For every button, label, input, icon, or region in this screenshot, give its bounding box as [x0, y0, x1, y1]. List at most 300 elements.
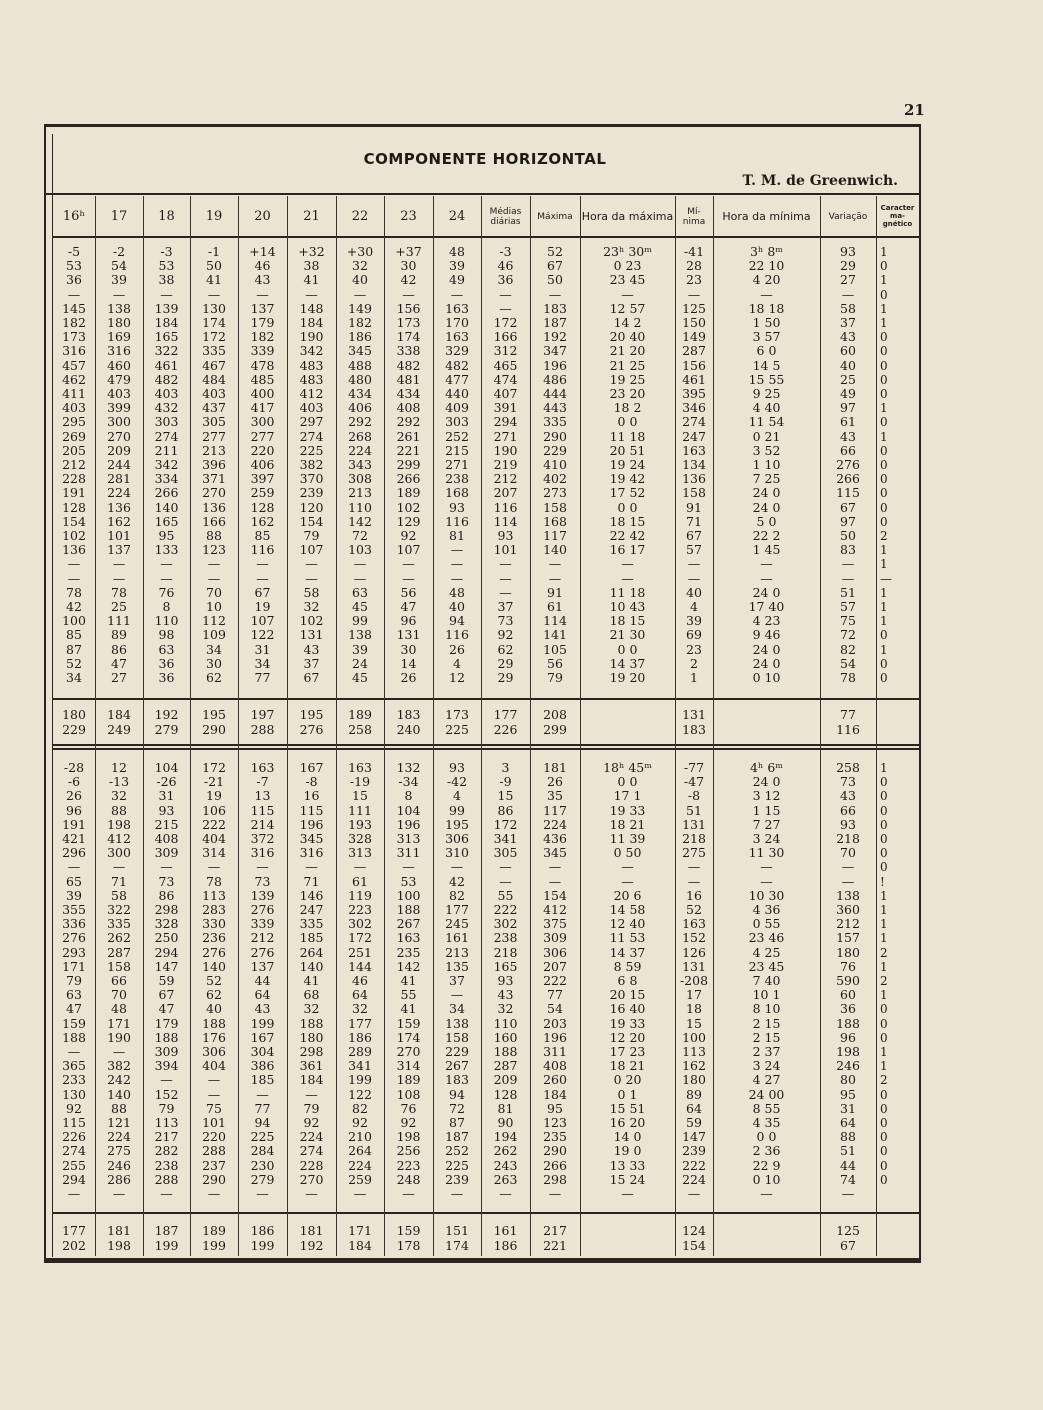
table-row	[0, 1031, 1043, 1045]
table-cell: 103	[348, 542, 372, 558]
table-cell: —	[621, 859, 634, 875]
table-cell: 140	[154, 499, 179, 515]
table-cell: 407	[493, 386, 518, 401]
table-cell: 166	[493, 329, 518, 345]
table-cell: 199	[202, 1237, 226, 1253]
table-cell: 11 39	[609, 831, 646, 846]
table-cell: -3	[499, 244, 512, 259]
table-cell: 31	[158, 788, 175, 804]
table-cell: 1 45	[752, 542, 781, 558]
table-cell: 117	[543, 528, 567, 543]
table-cell: 48	[111, 1001, 127, 1017]
table-cell: +32	[298, 244, 325, 259]
table-cell: 479	[107, 371, 131, 387]
table-cell: 93	[497, 973, 514, 988]
table-cell: 62	[206, 670, 222, 685]
table-cell: 172	[202, 329, 226, 345]
summary-row	[0, 1239, 1043, 1253]
table-cell: 404	[202, 831, 226, 846]
table-cell: 40	[840, 357, 856, 373]
table-cell: —	[305, 286, 318, 302]
table-cell: 370	[299, 471, 324, 487]
table-cell: —	[499, 873, 512, 889]
table-cell: 6 0	[756, 343, 777, 359]
table-cell: 371	[202, 471, 226, 487]
table-cell: 186	[348, 329, 372, 345]
table-cell: 115	[62, 1115, 86, 1130]
table-cell: 4	[453, 788, 461, 804]
table-cell: 50	[206, 258, 222, 274]
table-cell: 156	[682, 357, 706, 373]
table-cell: 184	[348, 1237, 372, 1253]
table-cell: 32	[352, 1001, 368, 1017]
table-cell: 62	[497, 641, 514, 657]
table-cell: 0 50	[613, 845, 642, 861]
table-cell: 97	[840, 513, 856, 529]
table-cell: —	[256, 570, 269, 586]
table-cell: —	[687, 556, 701, 572]
table-cell: 184	[107, 707, 131, 722]
table-cell: 54	[547, 1001, 563, 1017]
table-cell: 23 45	[748, 958, 785, 974]
table-cell: 3 52	[752, 442, 781, 458]
table-cell: 15 51	[609, 1100, 646, 1116]
table-cell: 167	[299, 760, 324, 775]
table-cell: -21	[203, 774, 225, 790]
table-cell: 30	[206, 655, 222, 671]
table-cell: 411	[62, 386, 86, 401]
table-cell: 22 10	[748, 258, 785, 274]
character-cell: 1	[880, 600, 888, 614]
table-cell: 69	[686, 627, 702, 643]
table-row	[0, 1159, 1043, 1173]
column-header: 18	[158, 208, 175, 224]
table-cell: —	[687, 1186, 701, 1201]
table-row	[0, 359, 1043, 373]
table-cell: 220	[250, 442, 275, 458]
table-cell: 61	[840, 414, 856, 430]
table-cell: 400	[250, 386, 275, 401]
table-cell: 158	[682, 485, 706, 501]
table-cell: 150	[682, 315, 706, 330]
table-row	[0, 430, 1043, 444]
table-cell: 38	[158, 272, 175, 288]
table-cell: 181	[107, 1223, 131, 1238]
character-cell: 0	[880, 387, 888, 401]
table-cell: 314	[202, 845, 226, 861]
table-cell: 20 51	[609, 442, 646, 458]
table-title: COMPONENTE HORIZONTAL	[363, 150, 607, 168]
table-cell: —	[499, 859, 512, 875]
table-cell: 13 33	[609, 1157, 646, 1173]
table-cell: 406	[348, 400, 372, 416]
table-cell: 177	[62, 1223, 86, 1238]
table-cell: —	[207, 286, 221, 302]
table-cell: 134	[682, 457, 706, 472]
table-cell: 51	[686, 802, 702, 818]
table-cell: 43	[254, 1001, 271, 1017]
table-cell: 295	[62, 414, 86, 430]
table-cell: —	[548, 286, 562, 302]
table-cell: 36	[497, 272, 514, 288]
table-cell: 93	[449, 499, 465, 515]
table-cell: 382	[107, 1058, 131, 1074]
table-cell: 176	[202, 1029, 226, 1045]
table-cell: 276	[299, 721, 324, 737]
character-cell: 1	[880, 429, 888, 444]
character-cell: 0	[880, 803, 888, 818]
table-cell: 205	[62, 442, 86, 458]
table-cell: —	[402, 570, 415, 586]
table-rule	[53, 698, 919, 700]
table-cell: 36	[66, 272, 82, 288]
table-cell: 199	[250, 1015, 275, 1031]
table-cell: —	[207, 1086, 221, 1102]
table-cell: 64	[254, 987, 271, 1003]
table-cell: 180	[836, 944, 860, 960]
table-row	[0, 657, 1043, 671]
table-cell: 255	[62, 1157, 86, 1173]
table-cell: 129	[396, 513, 421, 529]
table-cell: 15 55	[748, 371, 785, 387]
table-cell: —	[760, 556, 773, 572]
table-cell: 199	[348, 1072, 372, 1088]
table-row	[0, 988, 1043, 1002]
table-cell: 106	[202, 802, 226, 818]
table-cell: 26	[66, 788, 82, 804]
table-cell: 55	[400, 987, 417, 1003]
table-cell: 406	[250, 457, 275, 472]
table-cell: 52	[66, 655, 82, 671]
table-cell: 76	[840, 958, 856, 974]
table-cell: 208	[543, 707, 567, 722]
table-cell: 97	[840, 400, 856, 416]
table-cell: —	[621, 1186, 634, 1201]
table-cell: 483	[299, 357, 324, 373]
table-cell: 149	[348, 300, 372, 316]
column-header: 23	[400, 208, 417, 224]
table-cell: 1	[690, 670, 698, 685]
table-cell: 17 52	[609, 485, 646, 501]
table-cell: 1 15	[752, 802, 781, 818]
character-cell: 0	[880, 1144, 888, 1159]
table-cell: 116	[836, 721, 860, 737]
table-row	[0, 860, 1043, 874]
table-cell: —	[112, 570, 126, 586]
table-cell: 173	[62, 329, 86, 345]
table-cell: —	[256, 1086, 269, 1102]
table-cell: 7 25	[752, 471, 781, 487]
table-cell: 335	[299, 916, 324, 932]
table-cell: 276	[250, 944, 275, 960]
table-cell: —	[760, 286, 773, 302]
table-cell: 184	[543, 1086, 567, 1102]
table-cell: 230	[250, 1157, 275, 1173]
table-row	[0, 543, 1043, 557]
table-cell: 46	[352, 973, 368, 988]
table-cell: 85	[66, 627, 82, 643]
table-cell: 12 57	[609, 300, 646, 316]
table-cell: 191	[62, 816, 86, 832]
table-cell: -6	[67, 774, 81, 790]
table-cell: 67	[254, 584, 271, 600]
table-cell: —	[499, 556, 512, 572]
table-cell: 24 0	[752, 499, 781, 515]
table-cell: 434	[396, 386, 421, 401]
table-cell: 78	[66, 584, 82, 600]
table-cell: 215	[445, 442, 469, 458]
table-cell: 270	[107, 428, 131, 444]
character-cell: 1	[880, 1045, 888, 1059]
table-cell: 73	[497, 613, 514, 629]
table-cell: 188	[202, 1015, 226, 1031]
table-cell: 484	[202, 371, 226, 387]
table-cell: -34	[398, 774, 419, 790]
table-cell: 271	[445, 457, 469, 472]
table-cell: 67	[840, 499, 856, 515]
table-cell: 126	[682, 944, 706, 960]
table-cell: 23 46	[748, 930, 785, 946]
table-cell: 217	[543, 1223, 567, 1238]
table-cell: 488	[348, 357, 372, 373]
table-cell: 0 10	[752, 670, 781, 685]
table-cell: 186	[493, 1237, 518, 1253]
table-cell: 18 21	[609, 1058, 646, 1074]
table-cell: 341	[493, 831, 518, 846]
table-cell: 18 18	[748, 300, 785, 316]
table-cell: 460	[107, 357, 131, 373]
table-cell: 311	[543, 1044, 567, 1059]
table-cell: 20 15	[609, 987, 646, 1003]
table-cell: 53	[158, 258, 175, 274]
table-cell: 26	[400, 670, 417, 685]
table-cell: 93	[840, 816, 856, 832]
table-cell: 11 54	[748, 414, 785, 430]
table-cell: 137	[250, 300, 275, 316]
character-cell: 0	[880, 287, 888, 302]
table-cell: 142	[396, 958, 421, 974]
table-cell: 29	[497, 655, 514, 671]
table-cell: 183	[396, 707, 421, 722]
table-cell: 19 24	[609, 457, 646, 472]
table-cell: 116	[250, 542, 275, 558]
table-row	[0, 1144, 1043, 1158]
table-cell: 270	[299, 1171, 324, 1187]
table-cell: 457	[62, 357, 86, 373]
table-cell: 32	[352, 258, 368, 274]
table-cell: 474	[493, 371, 518, 387]
table-cell: 123	[543, 1115, 567, 1130]
table-cell: 41	[400, 973, 417, 988]
table-cell: 264	[348, 1143, 372, 1159]
table-cell: 77	[254, 1100, 271, 1116]
column-header: Máxima	[537, 211, 573, 222]
table-cell: 18ʰ 45ᵐ	[603, 760, 652, 775]
table-cell: 403	[202, 386, 226, 401]
table-cell: 223	[396, 1157, 421, 1173]
table-cell: 213	[202, 442, 226, 458]
table-cell: 24 0	[752, 655, 781, 671]
table-cell: 47	[111, 655, 127, 671]
table-cell: 312	[493, 343, 518, 359]
table-cell: -77	[683, 760, 705, 775]
table-cell: 177	[445, 902, 469, 917]
table-cell: 88	[111, 802, 127, 818]
table-cell: 34	[449, 1001, 465, 1017]
table-cell: -26	[156, 774, 177, 790]
table-cell: 132	[396, 760, 421, 775]
table-cell: —	[67, 1186, 81, 1201]
table-cell: 94	[254, 1115, 271, 1130]
table-cell: 287	[493, 1058, 518, 1074]
table-cell: 408	[154, 831, 179, 846]
table-cell: 161	[445, 930, 469, 946]
table-cell: 62	[206, 987, 222, 1003]
table-cell: 316	[62, 343, 86, 359]
table-cell: 444	[543, 386, 567, 401]
table-row	[0, 472, 1043, 486]
table-cell: —	[305, 556, 318, 572]
table-cell: 105	[543, 641, 567, 657]
table-cell: 0 0	[617, 641, 638, 657]
table-cell: 51	[840, 584, 856, 600]
table-cell: 263	[493, 1171, 518, 1187]
table-cell: 125	[682, 300, 706, 316]
table-cell: 123	[202, 542, 226, 558]
table-cell: 59	[158, 973, 175, 988]
table-cell: 49	[449, 272, 465, 288]
table-cell: 290	[202, 1171, 226, 1187]
table-cell: 48	[449, 584, 465, 600]
character-cell: 0	[880, 1002, 888, 1017]
table-cell: 88	[111, 1100, 127, 1116]
table-row	[0, 316, 1043, 330]
table-row	[0, 444, 1043, 458]
table-cell: 305	[202, 414, 226, 430]
table-cell: 260	[543, 1072, 567, 1088]
table-cell: 154	[682, 1237, 706, 1253]
table-cell: 335	[543, 414, 567, 430]
table-cell: 198	[107, 1237, 131, 1253]
table-cell: 328	[348, 831, 372, 846]
table-cell: 346	[682, 400, 706, 416]
character-cell: 0	[880, 1087, 888, 1102]
table-cell: 345	[299, 831, 324, 846]
table-cell: 434	[348, 386, 372, 401]
table-cell: 115	[250, 802, 275, 818]
table-cell: 189	[348, 707, 372, 722]
table-row	[0, 302, 1043, 316]
character-cell: 0	[880, 358, 888, 373]
table-cell: 60	[840, 343, 856, 359]
character-cell: 2	[880, 974, 888, 988]
table-cell: —	[499, 570, 512, 586]
table-cell: 8 59	[613, 958, 642, 974]
table-cell: 485	[250, 371, 275, 387]
table-cell: 222	[682, 1157, 706, 1173]
table-cell: 339	[250, 916, 275, 932]
character-cell: 0	[880, 1016, 888, 1031]
table-cell: 279	[154, 721, 179, 737]
table-cell: 229	[543, 442, 567, 458]
table-cell: 215	[154, 816, 179, 832]
table-cell: —	[256, 286, 269, 302]
table-cell: 40	[686, 584, 702, 600]
table-cell: 78	[840, 670, 856, 685]
table-cell: 4 20	[752, 272, 781, 288]
table-cell: 1 10	[752, 457, 781, 472]
table-cell: 16 20	[609, 1115, 646, 1130]
column-header: Caracter ma- gnético	[880, 204, 915, 228]
table-cell: —	[207, 556, 221, 572]
table-cell: 177	[348, 1015, 372, 1031]
table-cell: 299	[396, 457, 421, 472]
table-cell: 171	[348, 1223, 372, 1238]
table-cell: 131	[682, 816, 706, 832]
table-cell: 158	[445, 1029, 469, 1045]
table-cell: 432	[154, 400, 179, 416]
table-cell: 186	[250, 1223, 275, 1238]
table-cell: 140	[299, 958, 324, 974]
table-cell: 218	[682, 831, 706, 846]
table-cell: 271	[493, 428, 518, 444]
table-cell: 25	[840, 371, 856, 387]
table-cell: 140	[107, 1086, 131, 1102]
table-row	[0, 600, 1043, 614]
table-cell: 229	[62, 721, 86, 737]
table-cell: 113	[682, 1044, 706, 1059]
table-cell: —	[841, 570, 855, 586]
table-cell: 302	[348, 916, 372, 932]
table-cell: 242	[107, 1072, 131, 1088]
table-cell: 267	[445, 1058, 469, 1074]
table-cell: 71	[686, 513, 702, 529]
table-cell: 361	[299, 1058, 324, 1074]
table-cell: 17 1	[613, 788, 642, 804]
character-cell: 1	[880, 959, 888, 974]
table-cell: 163	[682, 916, 706, 932]
table-cell: 92	[400, 528, 417, 543]
table-cell: 258	[836, 760, 860, 775]
column-header: Médias diárias	[489, 206, 522, 227]
table-cell: 360	[836, 902, 860, 917]
table-cell: 76	[158, 584, 175, 600]
table-cell: 130	[62, 1086, 86, 1102]
table-cell: —	[305, 1086, 318, 1102]
table-cell: 408	[543, 1058, 567, 1074]
table-cell: 189	[202, 1223, 226, 1238]
table-cell: 30	[400, 641, 417, 657]
table-cell: 27	[840, 272, 856, 288]
table-cell: 130	[202, 300, 226, 316]
table-cell: 57	[686, 542, 702, 558]
character-cell: 1	[880, 614, 888, 629]
table-cell: 50	[547, 272, 563, 288]
table-cell: 174	[445, 1237, 469, 1253]
table-cell: 67	[158, 987, 175, 1003]
table-cell: 92	[303, 1115, 320, 1130]
table-cell: 334	[154, 471, 179, 487]
table-cell: 262	[493, 1143, 518, 1159]
table-cell: 4	[453, 655, 461, 671]
table-cell: 173	[445, 707, 469, 722]
table-cell: 275	[107, 1143, 131, 1159]
table-cell: 287	[107, 944, 131, 960]
table-cell: 220	[202, 1129, 226, 1145]
table-cell: 24 0	[752, 584, 781, 600]
table-cell: 25	[111, 599, 127, 614]
table-cell: 2 36	[752, 1143, 781, 1159]
